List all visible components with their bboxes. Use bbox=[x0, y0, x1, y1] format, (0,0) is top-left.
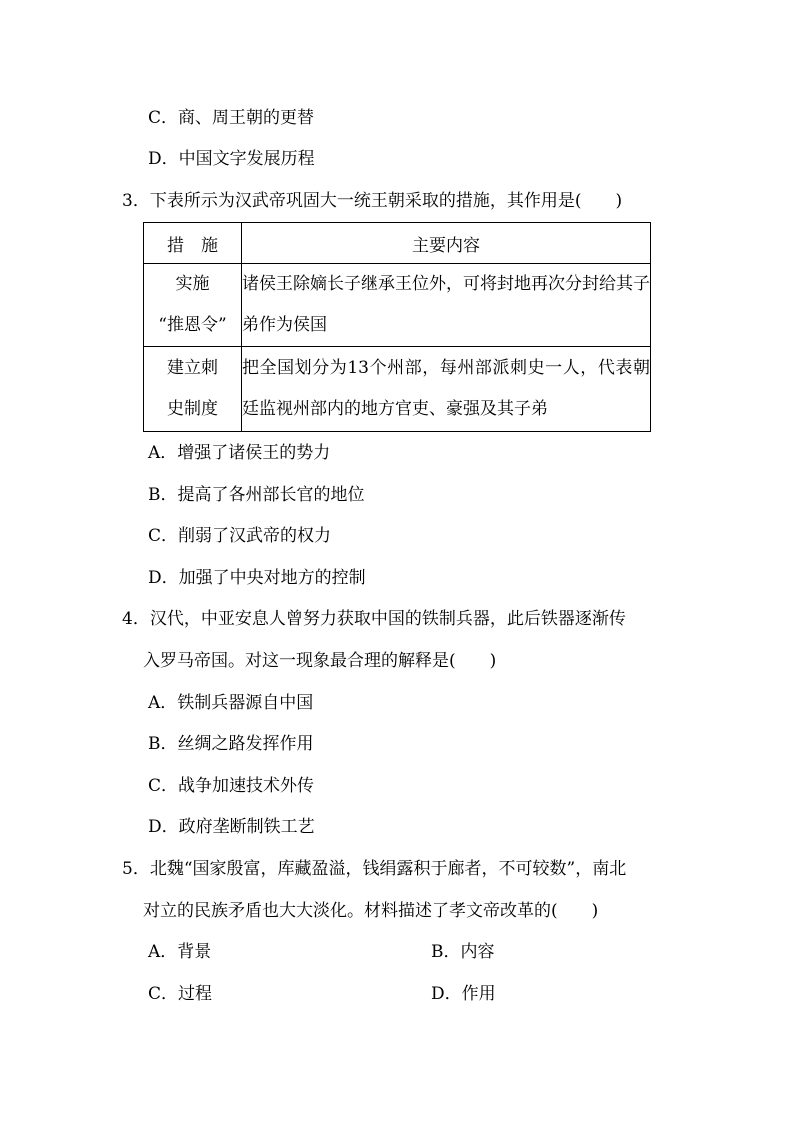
q2-option-c: C．商、周王朝的更替 bbox=[148, 108, 315, 128]
measure-line: 建立刺 bbox=[167, 358, 218, 378]
q4-option-c: C．战争加速技术外传 bbox=[148, 776, 315, 796]
q4-option-d: D．政府垄断制铁工艺 bbox=[148, 817, 315, 837]
q3-measures-table bbox=[143, 222, 651, 432]
q3-option-d: D．加强了中央对地方的控制 bbox=[148, 568, 366, 588]
q3-option-a: A．增强了诸侯王的势力 bbox=[148, 443, 331, 463]
table-cell-content: 把全国划分为13个州部，每州部派刺史一人，代表朝廷监视州部内的地方官吏、豪强及其子弟 bbox=[242, 347, 651, 432]
table-header-content: 主要内容 bbox=[242, 223, 651, 264]
q3-option-b: B．提高了各州部长官的地位 bbox=[148, 485, 365, 505]
table-cell-measure bbox=[144, 264, 242, 347]
q2-option-d: D．中国文字发展历程 bbox=[148, 149, 315, 169]
q4-option-a: A．铁制兵器源自中国 bbox=[148, 693, 314, 713]
measure-line: “推恩令” bbox=[158, 315, 227, 335]
q5-stem-line1: 5．北魏“国家殷富，库藏盈溢，钱绢露积于廊者，不可较数”，南北 bbox=[122, 859, 627, 879]
q5-option-a: A．背景 bbox=[148, 942, 212, 962]
table-cell-content: 诸侯王除嫡长子继承王位外，可将封地再次分封给其子弟作为侯国 bbox=[242, 264, 651, 347]
q4-stem-line1: 4．汉代，中亚安息人曾努力获取中国的铁制兵器，此后铁器逐渐传 bbox=[122, 609, 626, 629]
q5-stem-line2: 对立的民族矛盾也大大淡化。材料描述了孝文帝改革的( ) bbox=[143, 901, 599, 921]
measure-line: 实施 bbox=[175, 274, 210, 294]
q3-stem: 3．下表所示为汉武帝巩固大一统王朝采取的措施，其作用是( ) bbox=[122, 191, 623, 211]
measure-line: 史制度 bbox=[167, 399, 218, 419]
q4-stem-line2: 入罗马帝国。对这一现象最合理的解释是( ) bbox=[143, 651, 497, 671]
table-cell-measure bbox=[144, 347, 242, 432]
q5-option-d: D．作用 bbox=[431, 984, 496, 1004]
q5-option-b: B．内容 bbox=[431, 942, 495, 962]
q3-option-c: C．削弱了汉武帝的权力 bbox=[148, 526, 332, 546]
table-row bbox=[144, 264, 651, 347]
table-header-measure: 措 施 bbox=[144, 223, 242, 264]
q4-option-b: B．丝绸之路发挥作用 bbox=[148, 734, 314, 754]
table-row bbox=[144, 347, 651, 432]
q5-option-c: C．过程 bbox=[148, 984, 213, 1004]
table-header-row bbox=[144, 223, 651, 264]
